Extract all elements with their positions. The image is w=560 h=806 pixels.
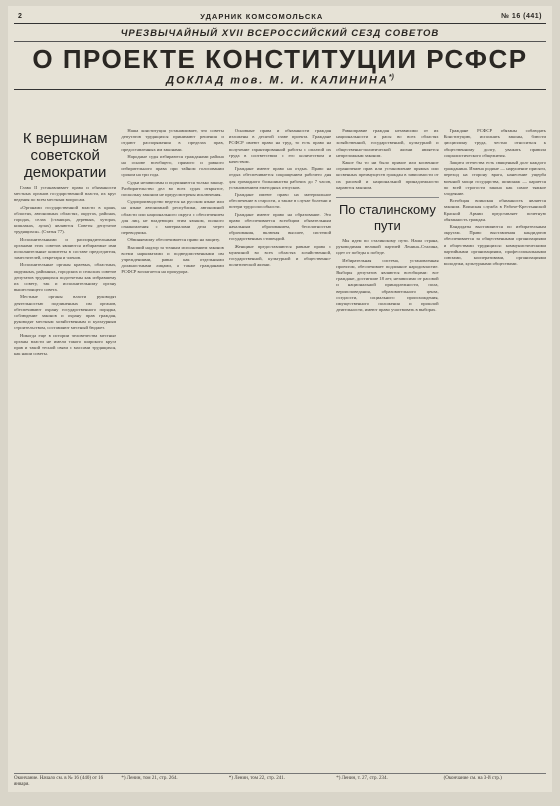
paragraph: «Органами государственной власти в краях, областях, автономных областях, округах, районах, городах, селах (станицах, деревнях, хуторах, кишлаках, аулах) являются Советы депутатов трудящихся». (Статья 77). [14,204,117,235]
paragraph: Граждане имеют право на образование. Это право обеспечивается всеобщим обязательным начальным образованием, бесплатностью образования, включая высшее, системой государственных стипендий. [228,211,332,242]
kicker-rule [14,41,546,42]
paragraph: Исполнительными и распорядительными органами этих советов являются избираемые ими исполнительные комитеты в составе председателя, заместителей, секретаря и членов. [14,236,117,261]
column-3 [229,128,331,770]
paragraph: Судопроизводство ведется на русском языке или на языке автономной республики, автономной области или национального округа с обеспечением для лиц, не владеющих этим языком, полного ознакомления с материалами дела через переводчика. [121,199,224,236]
paragraph: Исполнительные органы краевых, областных, окружных, районных, городских и сельских советов депутатов трудящихся подотчетны как избравшему их совету, так и исполнительному органу вышестоящего совета. [14,262,117,293]
subtitle-text: ДОКЛАД тов. М. И. КАЛИНИНА [166,74,389,87]
paragraph: Граждане имеют право на материальное обеспечение в старости, а также в случае болезни и потери трудоспособности. [228,192,332,210]
section-heading-democracy: К вершинам советской демократии [22,130,108,181]
paragraph: Местные органы власти руководят деятельностью подчиненных им органов, обеспечивают охрану государственного порядка, соблюдение законов и охрану прав граждан, руководят местным хозяйственным и культурным строительством, составляют местный бюджет. [14,294,117,331]
paragraph: Какое бы то ни было прямое или косвенное ограничение прав или установление прямых или косвенных преимуществ граждан в зависимости от их расовой и национальной принадлежности караются законом. [336,160,439,190]
paragraph: Народные суды избираются гражданами района на основе всеобщего, прямого и равного избирательного права при тайном голосовании сроком на три года. [121,153,224,178]
paragraph: Кандидаты выставляются по избирательным округам. Право выставления кандидатов обеспечивается за общественными организациями и обществами трудящихся: коммунистическими партийными организациями, профессиональными союзами, кооперативами, организациями молодежи, культурными обществами. [443,224,546,267]
page-number: 2 [18,13,23,20]
report-subtitle [14,74,546,87]
footnote: *) Ленин, т. 27, стр. 234. [336,776,388,781]
newspaper-page [8,6,552,792]
paragraph: Мы идем по сталинскому пути. Наша страна, руководимая великой партией Ленина–Сталина, идет от победы к победе. [336,238,439,256]
article-columns [14,128,546,770]
paragraph: Глава II устанавливает права и обязанности местных органов государственной власти, их круг ведения по всем местным вопросам. [14,185,117,203]
paragraph: Никогда еще в истории человечества местные органы власти не имели такого широкого круга прав и такой тесной связи с массами трудящихся, как наши советы. [14,332,117,357]
footnote: Окончание. Начало см. в № 16 (440) от 16 января. [14,776,104,787]
paragraph: Наша конституция устанавливает, что советы депутатов трудящихся принимают решения и отдают распоряжения в пределах прав, предоставленных им законами. [121,128,224,152]
running-header [14,6,546,24]
paragraph: Обвиняемому обеспечивается право на защиту. [127,237,221,243]
kicker-headline: ЧРЕЗВЫЧАЙНЫЙ XVII ВСЕРОССИЙСКИЙ СЕЗД СОВЕТОВ [120,28,440,39]
paragraph: Женщине предоставляются равные права с мужчиной во всех областях хозяйственной, государственной, культурной и общественно-политической жизни. [228,243,332,268]
paragraph: Всеобщая воинская обязанность является законом. Воинская служба в Рабоче-Крестьянской Красной Армии представляет почетную обязанность граждан. [443,198,546,222]
subtitle-footnote-mark: *) [388,74,394,81]
column-4 [336,128,438,770]
newspaper-name: УДАРНИК КОМСОМОЛЬСКА [200,12,324,21]
footnote: *) Ленин, том 21, стр. 264. [121,776,178,781]
section-heading-stalin-path: По сталинскому пути [336,197,438,234]
main-title: О ПРОЕКТЕ КОНСТИТУЦИИ РСФСР [32,44,528,74]
paragraph: Основные права и обязанности граждан изложены в десятой главе проекта. Граждане РСФСР имеют право на труд, то есть право на получение гарантированной работы с оплатой их труда в соответствии с его количеством и качеством. [228,128,332,165]
issue-number: № 16 (441) [501,13,542,20]
paragraph: Равноправие граждан независимо от их национальности и расы во всех областях хозяйственной, государственной, культурной и общественно-политической жизни является непреложным законом. [336,128,439,158]
footnotes-row [14,773,546,788]
paragraph: Граждане имеют право на отдых. Право на отдых обеспечивается сокращением рабочего дня для громадного большинства рабочих до 7 часов, установлением ежегодных отпусков. [228,166,332,190]
paragraph: Судьи независимы и подчиняются только закону. Разбирательство дел во всех судах открытое, поскольку законом не предусмотрены исключения. [121,179,224,198]
column-2 [121,128,223,770]
paragraph: Защита отечества есть священный долг каждого гражданина. Измена родине — нарушение присяги, переход на сторону врага, нанесение ущерба военной мощи государства, шпионаж — карается по всей строгости закона как самое тяжкое злодеяние. [443,160,546,197]
column-5 [444,128,546,770]
footnote: *) Ленин, том 22, стр. 241. [228,776,285,781]
paragraph: Избирательная система, установленная проектом, обеспечивает подлинное народовластие. Выборы депутатов являются всеобщими: все граждане, достигшие 18 лет, независимо от расовой и национальной принадлежности, пола, вероисповедания, образовательного ценза, оседлости, социального происхождения, имущественного положения и прошлой деятельности, имеют право участвовать в выборах. [336,257,439,313]
title-rule [14,89,546,90]
paragraph: Граждане РСФСР обязаны соблюдать Конституцию, исполнять законы, блюсти дисциплину труда, честно относиться к общественному долгу, уважать правила социалистического общежития. [443,128,546,158]
column-1 [14,128,116,770]
continuation-note: (Окончание см. на 3-й стр.) [443,776,502,781]
paragraph: Высший надзор за точным исполнением законов всеми наркоматами и подведомственными им учреждениями, равно как отдельными должностными лицами, а также гражданами РСФСР возлагается на прокурора. [121,244,224,275]
